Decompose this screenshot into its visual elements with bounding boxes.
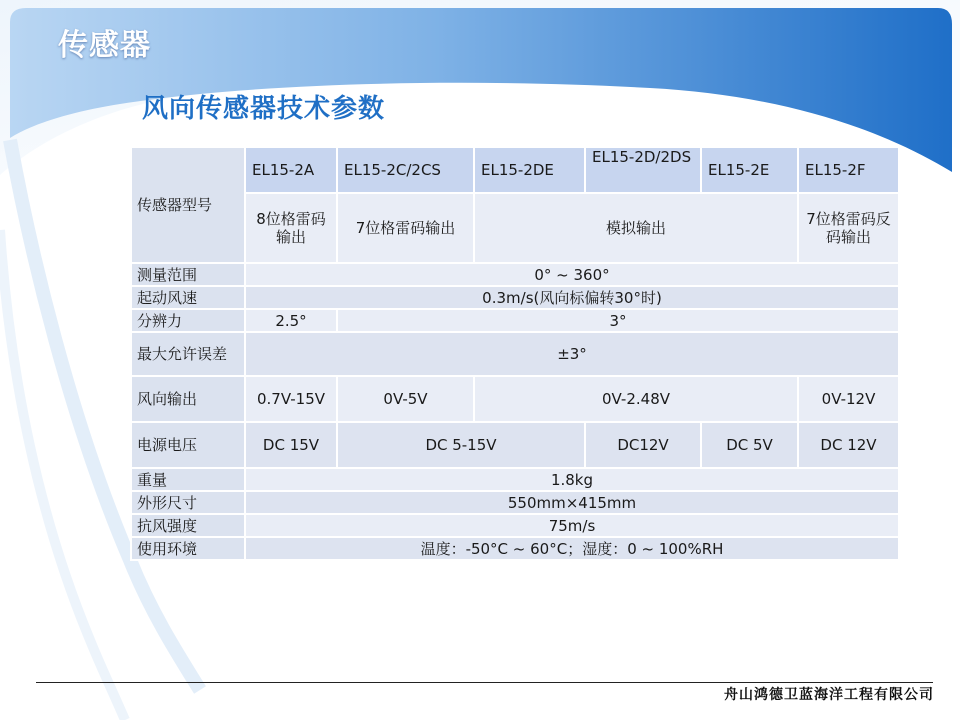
power-f: DC 12V bbox=[798, 422, 899, 468]
power-e: DC 5V bbox=[701, 422, 798, 468]
spec-table bbox=[130, 146, 900, 561]
output-f: 0V-12V bbox=[798, 376, 899, 422]
footer-divider bbox=[36, 682, 933, 683]
output-c: 0V-5V bbox=[337, 376, 474, 422]
slide-title: 风向传感器技术参数 bbox=[142, 94, 386, 124]
value-environment: 温度：-50°C ~ 60°C；湿度：0 ~ 100%RH bbox=[245, 537, 899, 560]
model-el15-2f: EL15-2F bbox=[798, 147, 899, 193]
value-dimensions: 550mm×415mm bbox=[245, 491, 899, 514]
power-a: DC 15V bbox=[245, 422, 337, 468]
value-range: 0° ~ 360° bbox=[245, 263, 899, 286]
model-el15-2c: EL15-2C/2CS bbox=[337, 147, 474, 193]
output-d: 0V-2.48V bbox=[474, 376, 798, 422]
label-max-error: 最大允许误差 bbox=[131, 332, 245, 376]
table-row-encoding bbox=[131, 193, 899, 263]
value-start-speed: 0.3m/s(风向标偏转30°时) bbox=[245, 286, 899, 309]
model-el15-2e: EL15-2E bbox=[701, 147, 798, 193]
value-max-error: ±3° bbox=[245, 332, 899, 376]
label-model: 传感器型号 bbox=[131, 147, 245, 263]
value-resolution-a: 2.5° bbox=[245, 309, 337, 332]
table-row-dimensions bbox=[131, 491, 899, 514]
output-a: 0.7V-15V bbox=[245, 376, 337, 422]
value-wind-resistance: 75m/s bbox=[245, 514, 899, 537]
label-wind-resistance: 抗风强度 bbox=[131, 514, 245, 537]
table-row-output bbox=[131, 376, 899, 422]
power-cd: DC 5-15V bbox=[337, 422, 585, 468]
table-row-models bbox=[131, 147, 899, 193]
encoding-analog: 模拟输出 bbox=[474, 193, 798, 263]
label-weight: 重量 bbox=[131, 468, 245, 491]
model-el15-2d: EL15-2D/2DS bbox=[585, 147, 701, 193]
encoding-el15-2a: 8位格雷码输出 bbox=[245, 193, 337, 263]
label-resolution: 分辨力 bbox=[131, 309, 245, 332]
encoding-el15-2f: 7位格雷码反码输出 bbox=[798, 193, 899, 263]
label-environment: 使用环境 bbox=[131, 537, 245, 560]
table-row-start-speed bbox=[131, 286, 899, 309]
model-el15-2de: EL15-2DE bbox=[474, 147, 585, 193]
footer-company-name: 舟山鸿德卫蓝海洋工程有限公司 bbox=[724, 687, 934, 703]
label-output: 风向输出 bbox=[131, 376, 245, 422]
slide-category: 传感器 bbox=[58, 28, 151, 63]
encoding-el15-2c: 7位格雷码输出 bbox=[337, 193, 474, 263]
table-row-range bbox=[131, 263, 899, 286]
table-row-power bbox=[131, 422, 899, 468]
label-range: 测量范围 bbox=[131, 263, 245, 286]
table-row-resolution bbox=[131, 309, 899, 332]
value-resolution-rest: 3° bbox=[337, 309, 899, 332]
power-d2: DC12V bbox=[585, 422, 701, 468]
table-row-wind-resistance bbox=[131, 514, 899, 537]
label-dimensions: 外形尺寸 bbox=[131, 491, 245, 514]
table-row-max-error bbox=[131, 332, 899, 376]
value-weight: 1.8kg bbox=[245, 468, 899, 491]
table-row-environment bbox=[131, 537, 899, 560]
table-row-weight bbox=[131, 468, 899, 491]
label-power: 电源电压 bbox=[131, 422, 245, 468]
label-start-speed: 起动风速 bbox=[131, 286, 245, 309]
model-el15-2a: EL15-2A bbox=[245, 147, 337, 193]
